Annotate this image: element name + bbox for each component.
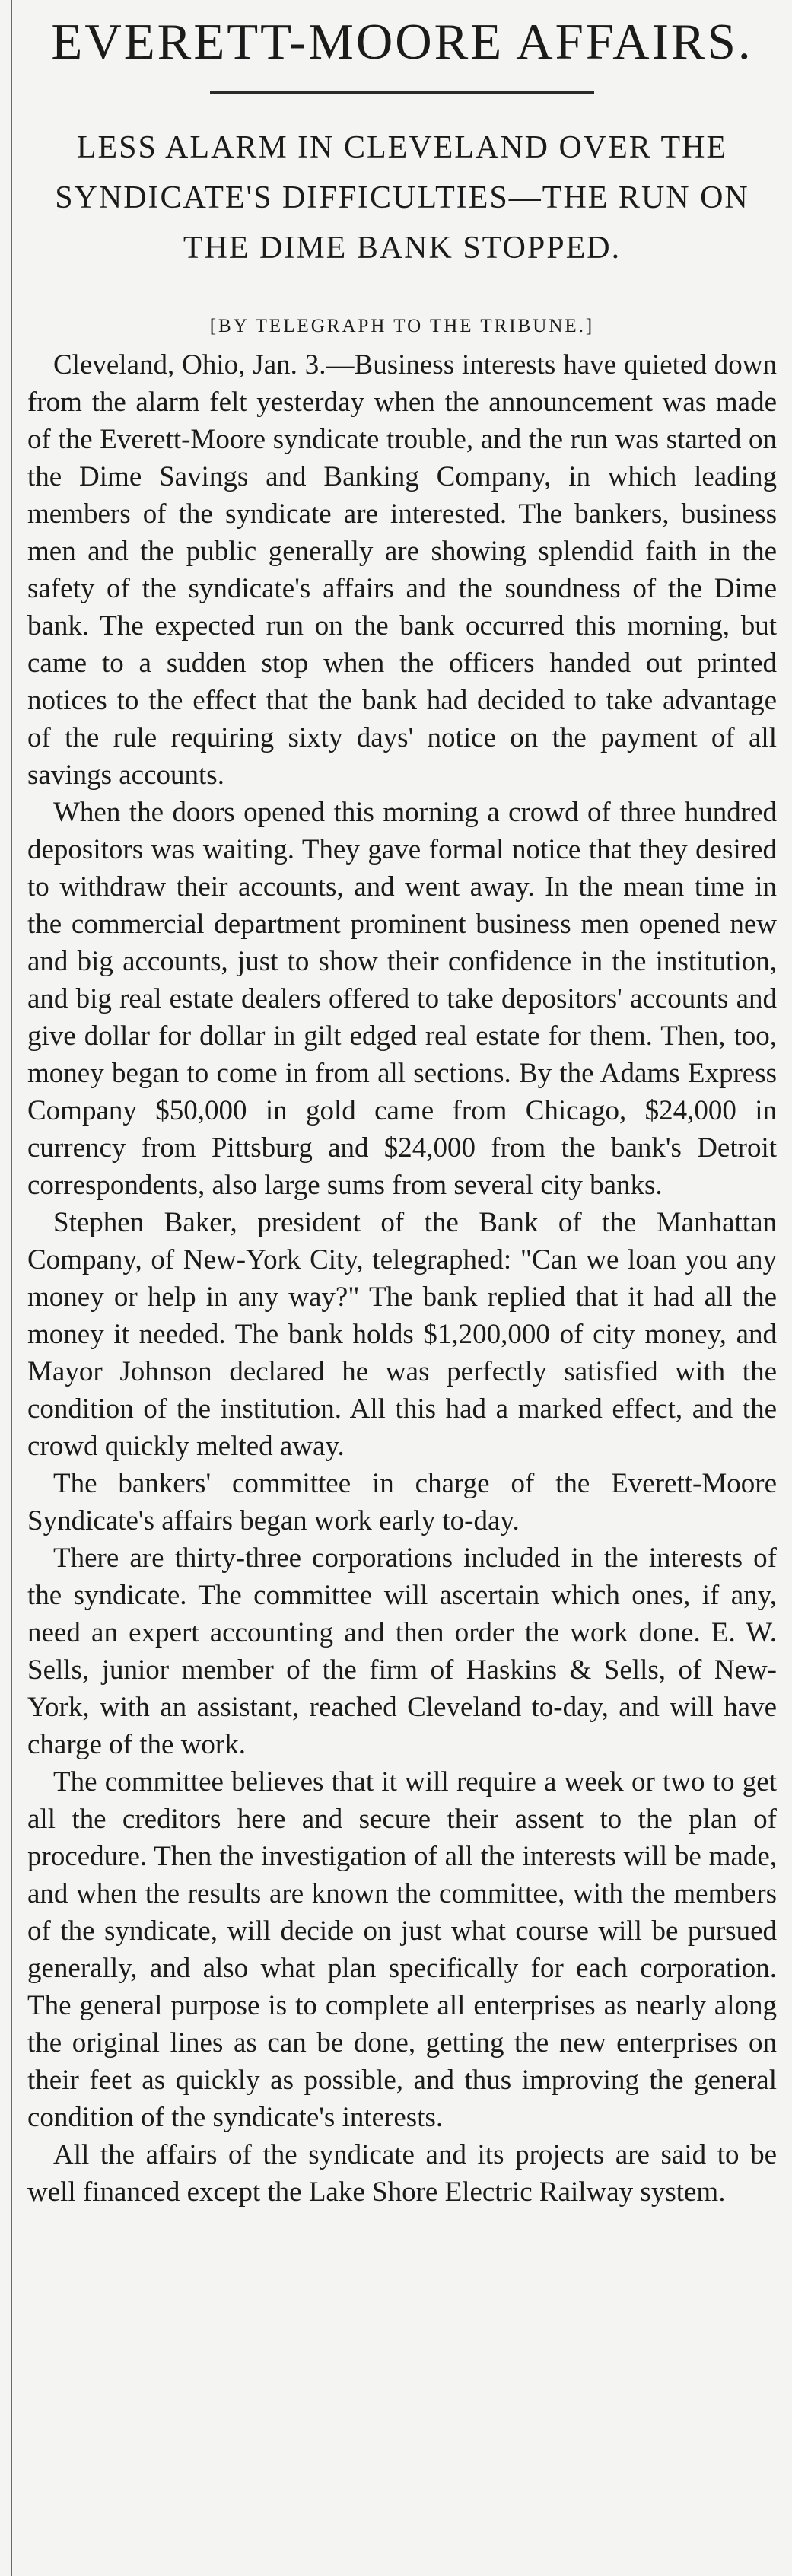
article-paragraph: The bankers' committee in charge of the Everett-Moore Syndicate's affairs began work early to-day.	[27, 1468, 777, 1536]
article-deck: LESS ALARM IN CLEVELAND OVER THE SYNDICATE'S DIFFICULTIES—THE RUN ON THE DIME BANK STOPPED.	[55, 130, 749, 266]
article-paragraph: All the affairs of the syndicate and its projects are said to be well financed except the Lake Shore Electric Railway system.	[27, 2139, 777, 2208]
article-paragraph: There are thirty-three corporations included in the interests of the syndicate. The committee will ascertain which ones, if any, need an expert accounting and then order the work done. E. W. Sells, junior member of the firm of Haskins & Sells, of New-York, with an assistant, reached Cleveland to-day, and will have charge of the work.	[27, 1543, 777, 1760]
article-paragraph: Stephen Baker, president of the Bank of the Manhattan Company, of New-York City, telegraphed: "Can we loan you any money or help in any way?" The bank replied that it had all the money it needed. The bank holds $1,200,000 of city money, and Mayor Johnson declared he was perfectly satisfied with the condition of the institution. All this had a marked effect, and the crowd quickly melted away.	[27, 1207, 777, 1462]
article-paragraph: Cleveland, Ohio, Jan. 3.—Business interests have quieted down from the alarm felt yesterday when the announcement was made of the Everett-Moore syndicate trouble, and the run was started on the Dime Savings and Banking Company, in which leading members of the syndicate are interested. The bankers, business men and the public generally are showing splendid faith in the safety of the syndicate's affairs and the soundness of the Dime bank. The expected run on the bank occurred this morning, but came to a sudden stop when the officers handed out printed notices to the effect that the bank had decided to take advantage of the rule requiring sixty days' notice on the payment of all savings accounts.	[27, 349, 777, 791]
wire-credit: [BY TELEGRAPH TO THE TRIBUNE.]	[209, 316, 595, 336]
article-paragraph: When the doors opened this morning a crowd of three hundred depositors was waiting. They gave formal notice that they desired to withdraw their accounts, and went away. In the mean time in the commercial department prominent business men opened new and big accounts, just to show their confidence in the institution, and big real estate dealers offered to take depositors' accounts and give dollar for dollar in gilt edged real estate for them. Then, too, money began to come in from all sections. By the Adams Express Company $50,000 in gold came from Chicago, $24,000 in currency from Pittsburg and $24,000 from the bank's Detroit correspondents, also large sums from several city banks.	[27, 797, 777, 1201]
column-left-rule	[11, 0, 12, 2576]
article-headline: EVERETT-MOORE AFFAIRS.	[51, 14, 753, 70]
headline-divider	[210, 91, 594, 94]
article-column	[27, 8, 777, 2211]
article-paragraph: The committee believes that it will require a week or two to get all the creditors here and secure their assent to the plan of procedure. Then the investigation of all the interests will be made, and when the results are known the committee, with the members of the syndicate, will decide on just what course will be pursued generally, and also what plan specifically for each corporation. The general purpose is to complete all enterprises as nearly along the original lines as can be done, getting the new enterprises on their feet as quickly as possible, and thus improving the general condition of the syndicate's interests.	[27, 1766, 777, 2133]
